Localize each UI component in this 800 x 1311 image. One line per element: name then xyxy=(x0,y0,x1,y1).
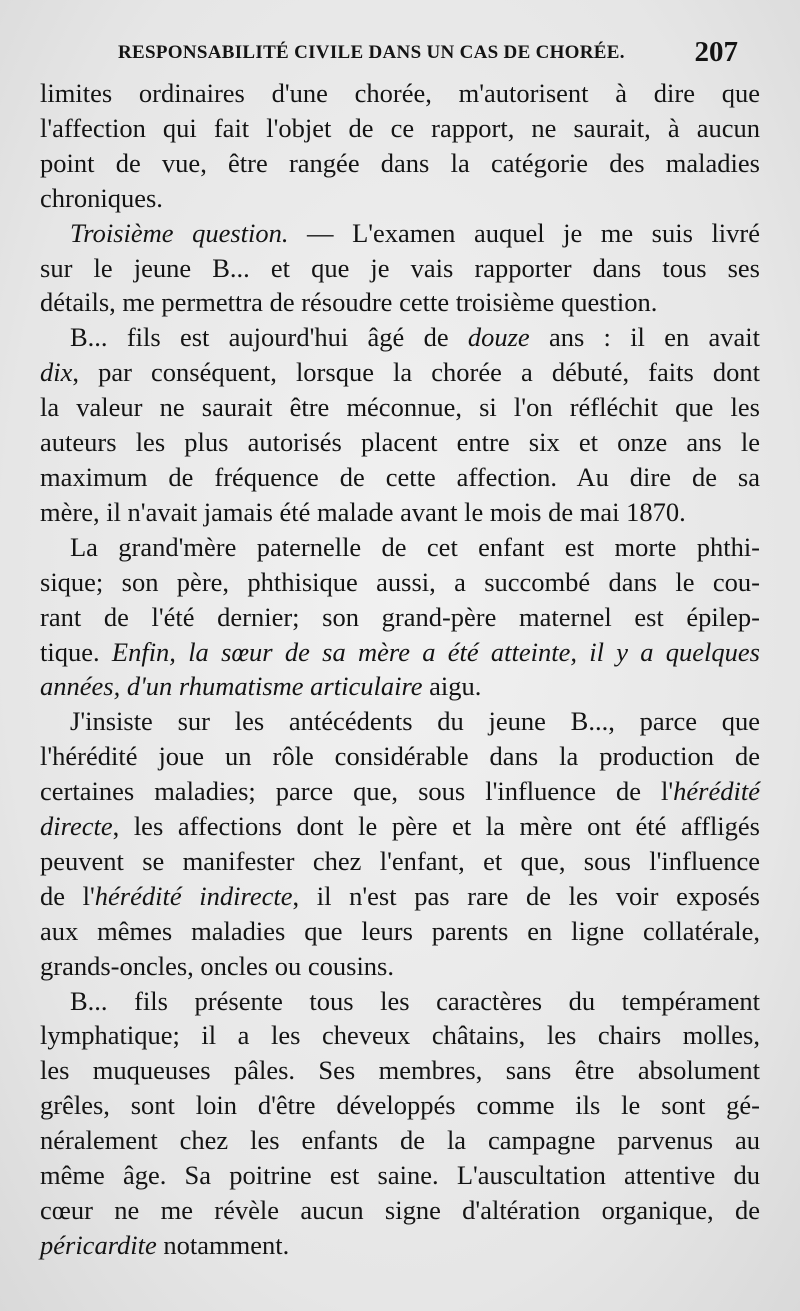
text-line xyxy=(40,285,760,320)
text-run: , il n'est pas rare de les voir exposés xyxy=(292,880,760,911)
text-line xyxy=(40,879,760,914)
page-number: 207 xyxy=(694,36,738,68)
text-line xyxy=(40,251,760,286)
text-run: La grand'mère paternelle de cet enfant est morte phthi- xyxy=(70,531,760,562)
text-run: sur le jeune B... et que je vais rapporter dans tous ses xyxy=(40,252,760,283)
text-line xyxy=(40,181,760,216)
text-line xyxy=(40,1053,760,1088)
text-line xyxy=(40,984,760,1019)
text-run: de l' xyxy=(40,880,95,911)
italic-text: hérédité indirecte xyxy=(94,880,293,911)
text-run: maximum de fréquence de cette affection. Au dire de sa xyxy=(40,461,760,492)
text-run: l'hérédité joue un rôle considérable dans la production de xyxy=(40,741,760,772)
paragraph xyxy=(40,984,760,1263)
text-run: chroniques. xyxy=(40,182,163,213)
text-run: B... fils est aujourd'hui âgé de xyxy=(70,322,468,353)
text-run: notamment. xyxy=(156,1229,290,1260)
text-line xyxy=(40,495,760,530)
paragraph xyxy=(40,76,760,216)
text-line xyxy=(40,565,760,600)
text-run: l'affection qui fait l'objet de ce rapport, ne saurait, à aucun xyxy=(40,112,760,143)
text-run: détails, me permettra de résoudre cette troisième question. xyxy=(40,287,658,318)
text-line xyxy=(40,635,760,670)
italic-text: hérédité xyxy=(673,776,760,807)
text-run: grands-oncles, oncles ou cousins. xyxy=(40,950,394,981)
text-run: , par conséquent, lorsque la chorée a débuté, faits dont xyxy=(72,357,760,388)
text-line xyxy=(40,1018,760,1053)
text-line xyxy=(40,914,760,949)
paragraph xyxy=(40,320,760,529)
body-text xyxy=(40,76,760,1263)
text-run: lymphatique; il a les cheveux châtains, les chairs molles, xyxy=(40,1020,760,1051)
text-line xyxy=(40,1193,760,1228)
italic-text: douze xyxy=(467,322,530,353)
italic-text: Troisième question. xyxy=(70,217,289,248)
text-line xyxy=(40,76,760,111)
text-run: ans : il en avait xyxy=(529,322,760,353)
text-line xyxy=(40,1088,760,1123)
text-run: point de vue, être rangée dans la catégorie des maladies xyxy=(40,147,760,178)
text-run: mère, il n'avait jamais été malade avant le mois de mai 1870. xyxy=(40,496,686,527)
text-line xyxy=(40,1123,760,1158)
italic-text: directe xyxy=(40,811,113,842)
text-line xyxy=(40,425,760,460)
text-run: les muqueuses pâles. Ses membres, sans être absolument xyxy=(40,1055,760,1086)
text-run: tique. xyxy=(40,636,112,667)
text-run: , les affections dont le père et la mère ont été affligés xyxy=(112,811,760,842)
text-line xyxy=(40,809,760,844)
text-run: grêles, sont loin d'être développés comme ils le sont gé- xyxy=(40,1090,760,1121)
text-run: rant de l'été dernier; son grand-père maternel est épilep- xyxy=(40,601,760,632)
text-run: B... fils présente tous les caractères du tempérament xyxy=(70,985,760,1016)
text-run: sique; son père, phthisique aussi, a succombé dans le cou- xyxy=(40,566,760,597)
page-header xyxy=(100,38,740,74)
text-line xyxy=(40,111,760,146)
text-line xyxy=(40,949,760,984)
text-line xyxy=(40,739,760,774)
italic-text: dix xyxy=(40,357,73,388)
text-line xyxy=(40,320,760,355)
running-title: RESPONSABILITÉ CIVILE DANS UN CAS DE CHORÉE. xyxy=(118,42,625,63)
text-line xyxy=(40,844,760,879)
italic-text: péricardite xyxy=(40,1229,157,1260)
text-run: auteurs les plus autorisés placent entre six et onze ans le xyxy=(40,427,760,458)
text-line xyxy=(40,1158,760,1193)
text-run: même âge. Sa poitrine est saine. L'auscultation attentive du xyxy=(40,1160,760,1191)
italic-text: Enfin, la sœur de sa mère a été atteinte, il y a quelques xyxy=(111,636,760,667)
text-line xyxy=(40,460,760,495)
text-run: aux mêmes maladies que leurs parents en ligne collatérale, xyxy=(40,915,760,946)
paragraph xyxy=(40,530,760,705)
text-line xyxy=(40,600,760,635)
text-run: cœur ne me révèle aucun signe d'altération organique, de xyxy=(40,1195,760,1225)
text-line xyxy=(40,355,760,390)
text-line xyxy=(40,216,760,251)
text-line xyxy=(40,774,760,809)
text-run: peuvent se manifester chez l'enfant, et que, sous l'influence xyxy=(40,845,760,876)
text-line xyxy=(40,146,760,181)
paragraph xyxy=(40,216,760,321)
text-run: la valeur ne saurait être méconnue, si l'on réfléchit que les xyxy=(40,392,760,423)
paragraph xyxy=(40,704,760,983)
text-line xyxy=(40,1228,760,1263)
text-line xyxy=(40,704,760,739)
text-run: — L'examen auquel je me suis livré xyxy=(288,217,761,248)
text-run: certaines maladies; parce que, sous l'influence de l' xyxy=(40,776,674,807)
text-run: néralement chez les enfants de la campagne parvenus au xyxy=(40,1125,760,1156)
text-line xyxy=(40,669,760,704)
text-run: limites ordinaires d'une chorée, m'autorisent à dire que xyxy=(40,78,760,108)
text-run: aigu. xyxy=(422,671,482,702)
text-line xyxy=(40,530,760,565)
text-run: J'insiste sur les antécédents du jeune B..., parce que xyxy=(70,706,760,737)
italic-text: années, d'un rhumatisme articulaire xyxy=(40,671,423,702)
text-line xyxy=(40,390,760,425)
